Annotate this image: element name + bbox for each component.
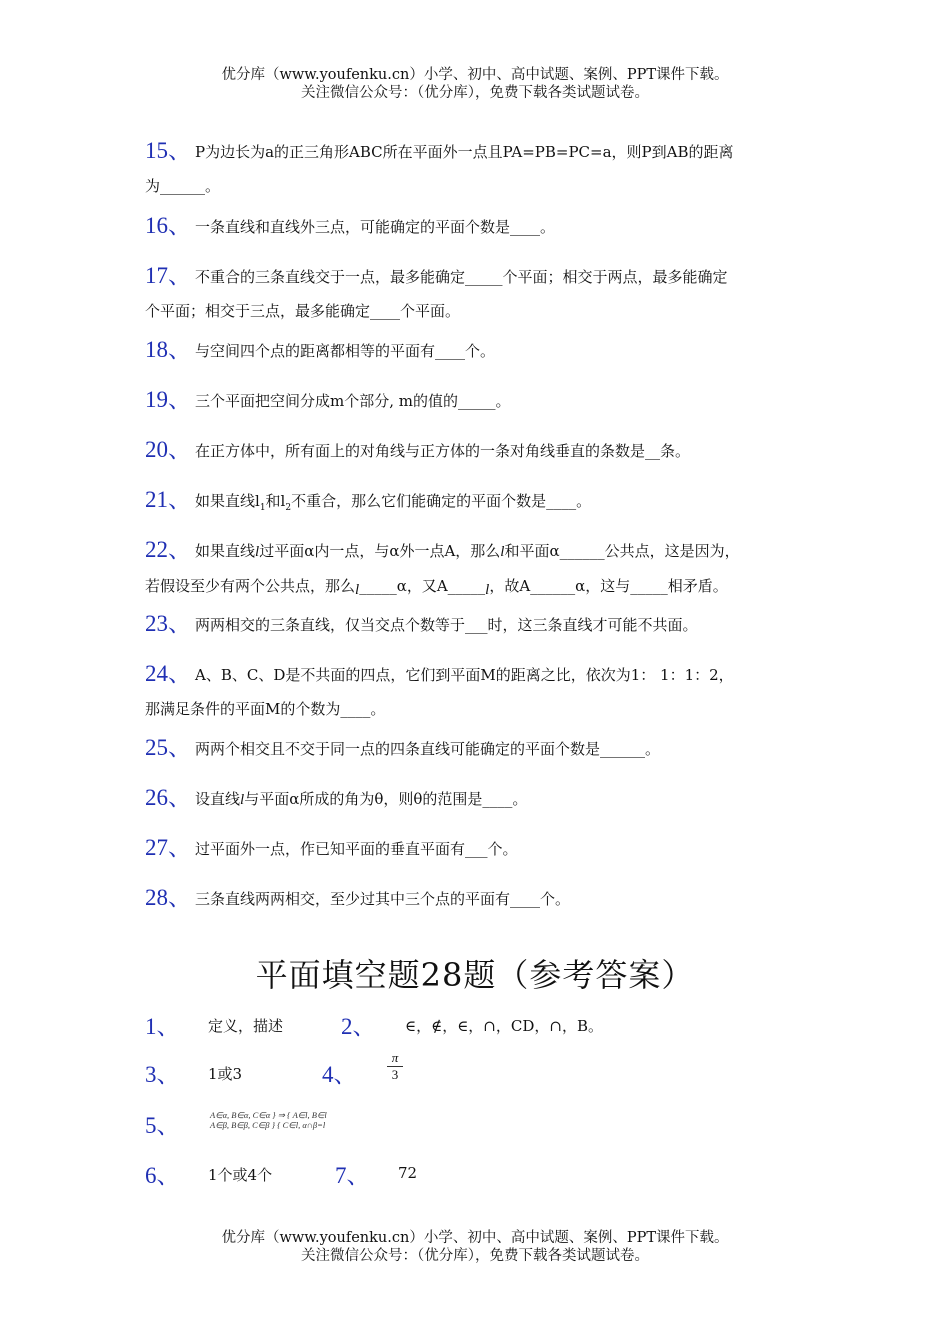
question-text-cont: 个平面；相交于三点，最多能确定____个平面。 <box>145 302 461 320</box>
line-symbol: l <box>240 792 245 808</box>
question-28 <box>145 881 825 916</box>
question-text: 和平面α______公共点，这是因为， <box>504 542 740 560</box>
question-text-cont: 那满足条件的平面M的个数为____。 <box>145 700 386 718</box>
question-number: 18、 <box>145 337 191 362</box>
question-21 <box>145 483 825 525</box>
question-24 <box>145 657 825 726</box>
question-text: 不重合的三条直线交于一点，最多能确定_____个平面；相交于两点，最多能确定 <box>195 268 728 286</box>
question-text: 与空间四个点的距离都相等的平面有____个。 <box>195 342 496 360</box>
question-number: 21、 <box>145 487 191 512</box>
question-20 <box>145 433 825 468</box>
question-number: 16、 <box>145 213 191 238</box>
question-number: 22、 <box>145 537 191 562</box>
fraction-denominator: 3 <box>391 1067 399 1082</box>
formula-row-1: A∈α, B∈α, C∈α } ⇒ { A∈l, B∈l <box>210 1110 327 1120</box>
answer-number: 4、 <box>322 1062 357 1087</box>
footer-line-1: 优分库（www.youfenku.cn）小学、初中、高中试题、案例、PPT课件下载。 <box>221 1230 729 1246</box>
question-text: 若假设至少有两个公共点，那么 <box>145 577 356 595</box>
question-27 <box>145 831 825 866</box>
question-number: 27、 <box>145 835 191 860</box>
answer-text: 72 <box>398 1164 418 1182</box>
question-17 <box>145 259 825 328</box>
header-line-1: 优分库（www.youfenku.cn）小学、初中、高中试题、案例、PPT课件下载。 <box>221 67 729 83</box>
question-number: 28、 <box>145 885 191 910</box>
answer-formula <box>210 1110 327 1130</box>
answer-number: 1、 <box>145 1014 180 1039</box>
question-text: _____α，又A_____ <box>359 577 486 595</box>
subscript: 2 <box>285 503 292 513</box>
fraction-pi-over-3 <box>387 1051 403 1082</box>
answer-text: 定义，描述 <box>208 1017 284 1035</box>
question-26 <box>145 781 825 817</box>
answer-number: 2、 <box>341 1014 376 1039</box>
question-text: 在正方体中，所有面上的对角线与正方体的一条对角线垂直的条数是__条。 <box>195 442 691 460</box>
question-15 <box>145 134 825 203</box>
question-18 <box>145 333 825 368</box>
subscript: 1 <box>259 503 266 513</box>
question-text: 设直线 <box>195 790 241 808</box>
answer-text: 1个或4个 <box>208 1166 273 1184</box>
question-text: P为边长为a的正三角形ABC所在平面外一点且PA=PB=PC=a，则P到AB的距离 <box>195 143 734 161</box>
question-number: 20、 <box>145 437 191 462</box>
question-22 <box>145 533 835 607</box>
fraction-numerator: π <box>391 1050 399 1065</box>
footer-line-2: 关注微信公众号：（优分库），免费下载各类试题试卷。 <box>301 1248 649 1264</box>
question-text: 与平面α所成的角为θ，则θ的范围是____。 <box>244 790 528 808</box>
answer-number: 5、 <box>145 1113 180 1138</box>
line-symbol: l <box>485 582 490 598</box>
question-number: 15、 <box>145 138 191 163</box>
question-19 <box>145 383 825 418</box>
question-number: 19、 <box>145 387 191 412</box>
line-symbol: l <box>355 582 360 598</box>
question-25 <box>145 731 825 766</box>
question-text: 如果直线 <box>195 542 256 560</box>
page-header <box>0 66 950 102</box>
answer-number: 6、 <box>145 1163 180 1188</box>
header-line-2: 关注微信公众号：（优分库），免费下载各类试题试卷。 <box>301 85 649 101</box>
question-text: A、B、C、D是不共面的四点，它们到平面M的距离之比，依次为1： 1：1：2， <box>195 666 734 684</box>
question-text: 一条直线和直线外三点，可能确定的平面个数是____。 <box>195 218 556 236</box>
answer-number: 3、 <box>145 1062 180 1087</box>
question-number: 17、 <box>145 263 191 288</box>
question-text: 三条直线两两相交，至少过其中三个点的平面有____个。 <box>195 890 571 908</box>
question-23 <box>145 607 825 642</box>
question-number: 25、 <box>145 735 191 760</box>
question-text-cont: 为______。 <box>145 177 221 195</box>
question-16 <box>145 209 825 244</box>
question-text: 两两相交的三条直线，仅当交点个数等于___时，这三条直线才可能不共面。 <box>195 616 698 634</box>
question-text: 过平面外一点，作已知平面的垂直平面有___个。 <box>195 840 518 858</box>
page-footer <box>0 1229 950 1265</box>
answer-text: ∈，∉，∈，∩，CD，∩，B。 <box>405 1017 603 1035</box>
question-text: 不重合，那么它们能确定的平面个数是____。 <box>291 492 592 510</box>
question-text: 和l <box>265 492 286 510</box>
question-number: 26、 <box>145 785 191 810</box>
question-text: ，故A______α，这与_____相矛盾。 <box>489 577 728 595</box>
question-text: 过平面α内一点，与α外一点A，那么 <box>259 542 501 560</box>
line-symbol: l <box>255 544 260 560</box>
question-number: 23、 <box>145 611 191 636</box>
line-symbol: l <box>500 544 505 560</box>
question-text: 两两个相交且不交于同一点的四条直线可能确定的平面个数是______。 <box>195 740 661 758</box>
answers-title: 平面填空题28题（参考答案） <box>255 956 695 994</box>
answer-number: 7、 <box>335 1163 370 1188</box>
answer-text: 1或3 <box>208 1065 243 1083</box>
question-text: 如果直线l <box>195 492 260 510</box>
question-number: 24、 <box>145 661 191 686</box>
formula-row-2: A∈β, B∈β, C∈β } { C∈l, α∩β=l <box>210 1120 326 1130</box>
question-text: 三个平面把空间分成m个部分, m的值的_____。 <box>195 392 511 410</box>
